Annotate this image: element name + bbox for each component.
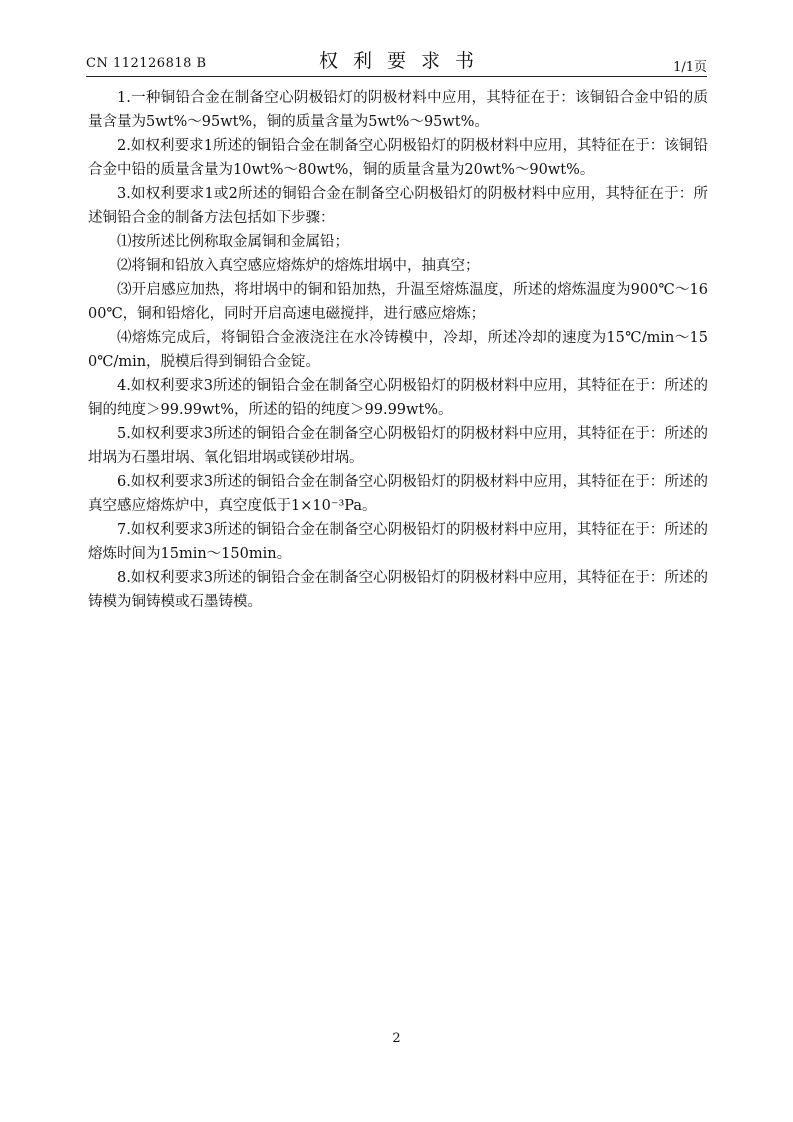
claim-3-step-2: ⑵将铜和铅放入真空感应熔炼炉的熔炼坩埚中，抽真空； [117, 258, 480, 274]
claim-3: 3.如权利要求1或2所述的铜铅合金在制备空心阴极铅灯的阴极材料中应用，其特征在于：所述铜铅合金的制备方法包括如下步骤： [88, 186, 708, 226]
page-number: 2 [392, 1031, 401, 1046]
claim-4: 4.如权利要求3所述的铜铅合金在制备空心阴极铅灯的阴极材料中应用，其特征在于：所述的铜的纯度＞99.99wt%，所述的铅的纯度＞99.99wt%。 [88, 378, 708, 418]
page-header [86, 44, 707, 76]
claim-7: 7.如权利要求3所述的铜铅合金在制备空心阴极铅灯的阴极材料中应用，其特征在于：所述的熔炼时间为15min～150min。 [88, 522, 708, 562]
claim-3-step-1: ⑴按所述比例称取金属铜和金属铅； [117, 234, 349, 250]
document-title: 权利要求书 [318, 50, 489, 72]
claim-5: 5.如权利要求3所述的铜铅合金在制备空心阴极铅灯的阴极材料中应用，其特征在于：所述的坩埚为石墨坩埚、氧化铝坩埚或镁砂坩埚。 [88, 426, 708, 466]
publication-number: CN 112126818 B [86, 56, 207, 71]
claim-8: 8.如权利要求3所述的铜铅合金在制备空心阴极铅灯的阴极材料中应用，其特征在于：所述的铸模为铜铸模或石墨铸模。 [88, 570, 708, 610]
claim-3-step-4: ⑷熔炼完成后，将铜铅合金液浇注在水冷铸模中，冷却，所述冷却的速度为15℃/min～150℃/min，脱模后得到铜铅合金锭。 [88, 330, 708, 370]
claim-6: 6.如权利要求3所述的铜铅合金在制备空心阴极铅灯的阴极材料中应用，其特征在于：所述的真空感应熔炼炉中，真空度低于1×10⁻³Pa。 [88, 474, 708, 514]
page-indicator: 1/1页 [673, 60, 707, 75]
claims-body [88, 86, 708, 614]
claim-1: 1.一种铜铅合金在制备空心阴极铅灯的阴极材料中应用，其特征在于：该铜铅合金中铅的质量含量为5wt%～95wt%，铜的质量含量为5wt%～95wt%。 [88, 90, 708, 130]
header-divider [86, 76, 707, 77]
claim-2: 2.如权利要求1所述的铜铅合金在制备空心阴极铅灯的阴极材料中应用，其特征在于：该铜铅合金中铅的质量含量为10wt%～80wt%，铜的质量含量为20wt%～90wt%。 [88, 138, 708, 178]
claim-3-step-3: ⑶开启感应加热，将坩埚中的铜和铅加热，升温至熔炼温度，所述的熔炼温度为900℃～1600℃，铜和铅熔化，同时开启高速电磁搅拌，进行感应熔炼； [88, 282, 708, 322]
